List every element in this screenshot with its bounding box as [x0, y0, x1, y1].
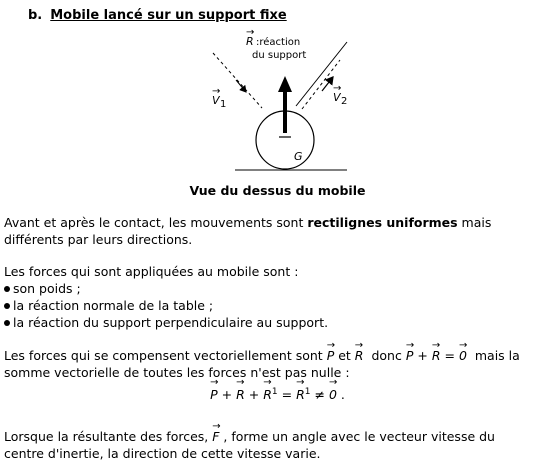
bullet-dot: [4, 286, 10, 292]
label-V1: V: [212, 94, 220, 107]
plus-sign: +: [248, 387, 260, 402]
label-V2-sub: 2: [341, 96, 348, 107]
bullet-text: la réaction normale de la table ;: [13, 298, 214, 313]
bullet-text: la réaction du support perpendiculaire au support.: [13, 315, 329, 330]
v2-arrow: [322, 77, 333, 91]
label-R-vector-mark: →: [246, 27, 255, 38]
bullet-support-reaction: [4, 314, 328, 331]
para1-bold: rectilignes uniformes: [307, 215, 458, 230]
para4-line2: centre d'inertie, la direction de cette vitesse varie.: [4, 446, 321, 461]
vector-R: → R: [355, 347, 364, 364]
vector-R1: → R: [296, 387, 305, 402]
vector-zero: → 0: [459, 347, 467, 364]
paragraph-compensation: [4, 347, 552, 381]
v1-arrow: [236, 80, 246, 92]
formula-period: .: [340, 387, 345, 402]
label-V1-vector-mark: →: [212, 86, 221, 97]
bullet-dot: [4, 320, 10, 326]
para4-text2: , forme un angle avec le vecteur vitesse du: [223, 429, 495, 444]
para1-text: Avant et après le contact, les mouvements sont: [4, 215, 308, 230]
para3-end: mais la: [474, 348, 520, 363]
para1-after: mais: [457, 215, 492, 230]
para1-line2: différents par leurs directions.: [4, 232, 193, 247]
vector-P: → P: [327, 347, 335, 364]
vector-R: → R: [236, 387, 245, 402]
equals-sign: =: [281, 387, 293, 402]
plus-sign: +: [417, 348, 428, 363]
plus-sign: +: [221, 387, 233, 402]
not-equal-sign: ≠: [314, 387, 325, 402]
section-title: Mobile lancé sur un support fixe: [50, 8, 287, 23]
vector-F: → F: [212, 428, 219, 445]
label-R-desc1: :réaction: [256, 37, 301, 48]
label-R: R: [246, 35, 254, 48]
equals-sign: =: [444, 348, 455, 363]
para3-text: Les forces qui se compensent vectoriellement sont: [4, 348, 327, 363]
para3-donc: donc: [371, 348, 402, 363]
label-V1-sub: 1: [220, 99, 227, 110]
forces-intro: Les forces qui sont appliquées au mobile sont :: [4, 264, 299, 279]
label-V2: V: [333, 91, 341, 104]
bullet-text: son poids ;: [13, 281, 81, 296]
label-R-desc2: du support: [252, 50, 307, 61]
paragraph-resultant: [4, 428, 552, 462]
superscript-1: 1: [304, 387, 311, 397]
reaction-arrow-head: [278, 76, 292, 92]
bullet-normal-reaction: [4, 297, 213, 314]
vector-R: → R: [432, 347, 441, 364]
label-G: G: [294, 150, 303, 163]
para3-et: et: [338, 348, 351, 363]
label-V2-vector-mark: →: [333, 83, 342, 94]
vector-P: → P: [210, 387, 218, 402]
vector-R1: → R: [263, 387, 272, 402]
bullet-dot: [4, 303, 10, 309]
vector-P: → P: [406, 347, 414, 364]
para4-text: Lorsque la résultante des forces,: [4, 429, 213, 444]
section-number: b.: [28, 8, 43, 23]
superscript-1: 1: [271, 387, 278, 397]
bullet-weight: [4, 280, 81, 297]
vector-zero: → 0: [329, 387, 337, 402]
paragraph-motion: [4, 214, 552, 248]
para3-line2: somme vectorielle de toutes les forces n'est pas nulle :: [4, 365, 350, 380]
formula: [0, 387, 555, 402]
diagram-caption: Vue du dessus du mobile: [189, 183, 366, 198]
